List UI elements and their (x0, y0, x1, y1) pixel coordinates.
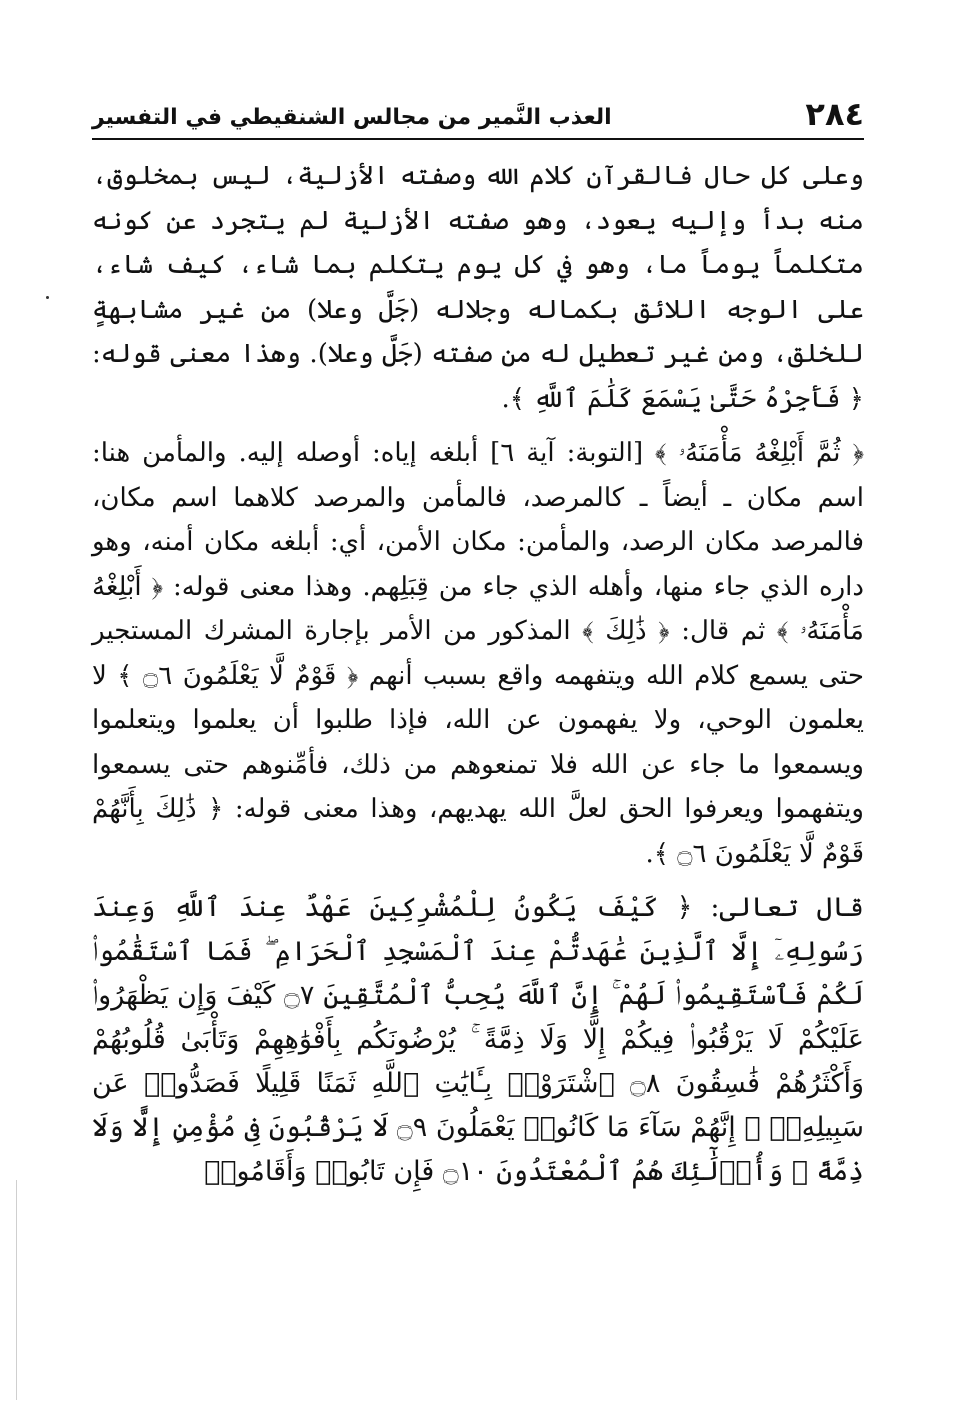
paragraph-1: وعلى كل حال فالقرآن كلام الله وصفته الأزلية، ليس بمخلوق، منه بدأ وإليه يعود، وهو صفته الأزلية لم يتجرد عن كونه متكلماً يوماً ما، وهو في كل يوم يتكلم بما شاء، كيف شاء، على الوجه اللائق بكماله وجلاله (جَلَّ وعلا) من غير مشابهةٍ للخلق، ومن غير تعطيل له من صفته (جَلَّ وعلا). وهذا معنى قوله: ﴿ فَأَجِرْهُ حَتَّىٰ يَسْمَعَ كَلَٰمَ ٱللَّهِ ﴾. (92, 161, 864, 414)
page-body (92, 154, 864, 1194)
paragraph-2: ﴿ ثُمَّ أَبْلِغْهُ مَأْمَنَهُۥ ﴾ [التوبة: آية ٦] أبلغه إياه: أوصله إليه. والمأمن هنا: اسم مكان ـ أيضاً ـ كالمرصد، فالمأمن والمرصد كلاهما اسم مكان، فالمرصد مكان الرصد، والمأمن: مكان الأمن، أي: أبلغه مكان أمنه، وهو داره الذي جاء منها، وأهله الذي جاء من قِبَلِهم. وهذا معنى قوله: ﴿ أَبْلِغْهُ مَأْمَنَهُۥ ﴾ ثم قال: ﴿ ذَٰلِكَ ﴾ المذكور من الأمر بإجارة المشرك المستجير حتى يسمع كلام الله ويتفهمه واقع بسبب أنهم ﴿ قَوْمٌ لَّا يَعْلَمُونَ ۝٦ ﴾ لا يعلمون الوحي، ولا يفهمون عن الله، فإذا طلبوا أن يعلموا ويتعلموا ويسمعوا ما جاء عن الله فلا تمنعوهم من ذلك، فأمِّنوهم حتى يسمعوا ويتفهموا ويعرفوا الحق لعلَّ الله يهديهم، وهذا معنى قوله: ﴿ ذَٰلِكَ بِأَنَّهُمْ قَوْمٌ لَّا يَعْلَمُونَ ۝٦ ﴾. (92, 438, 865, 869)
page-header (92, 92, 864, 140)
running-title: العذب النَّمير من مجالس الشنقيطي في التفسير (92, 105, 612, 130)
scan-speck (46, 296, 49, 299)
page-number: ٢٨٤ (805, 95, 864, 133)
book-page (92, 92, 864, 1194)
paragraph-3-quran-verses: قال تعالى: ﴿ كَيْفَ يَكُونُ لِلْمُشْرِكِينَ عَهْدٌ عِندَ ٱللَّهِ وَعِندَ رَسُولِهِۦٓ إِلَّا ٱلَّذِينَ عَٰهَدتُّمْ عِندَ ٱلْمَسْجِدِ ٱلْحَرَامِ ۖ فَمَا ٱسْتَقَٰمُوا۟ لَكُمْ فَٱسْتَقِيمُوا۟ لَهُمْ ۚ إِنَّ ٱللَّهَ يُحِبُّ ٱلْمُتَّقِينَ ۝٧ كَيْفَ وَإِن يَظْهَرُوا۟ عَلَيْكُمْ لَا يَرْقُبُوا۟ فِيكُمْ إِلًّا وَلَا ذِمَّةً ۚ يُرْضُونَكُم بِأَفْوَٰهِهِمْ وَتَأْبَىٰ قُلُوبُهُمْ وَأَكْثَرُهُمْ فَٰسِقُونَ ۝٨ ٱشْتَرَوْا۟ بِـَٔايَٰتِ ٱللَّهِ ثَمَنًا قَلِيلًا فَصَدُّوا۟ عَن سَبِيلِهِۦٓ ۚ إِنَّهُمْ سَآءَ مَا كَانُوا۟ يَعْمَلُونَ ۝٩ لَا يَرْقُبُونَ فِى مُؤْمِنٍ إِلًّا وَلَا ذِمَّةً ۚ وَأُو۟لَٰٓئِكَ هُمُ ٱلْمُعْتَدُونَ ۝١٠ فَإِن تَابُوا۟ وَأَقَامُوا۟ (92, 892, 864, 1187)
scan-edge-mark (16, 1180, 17, 1400)
